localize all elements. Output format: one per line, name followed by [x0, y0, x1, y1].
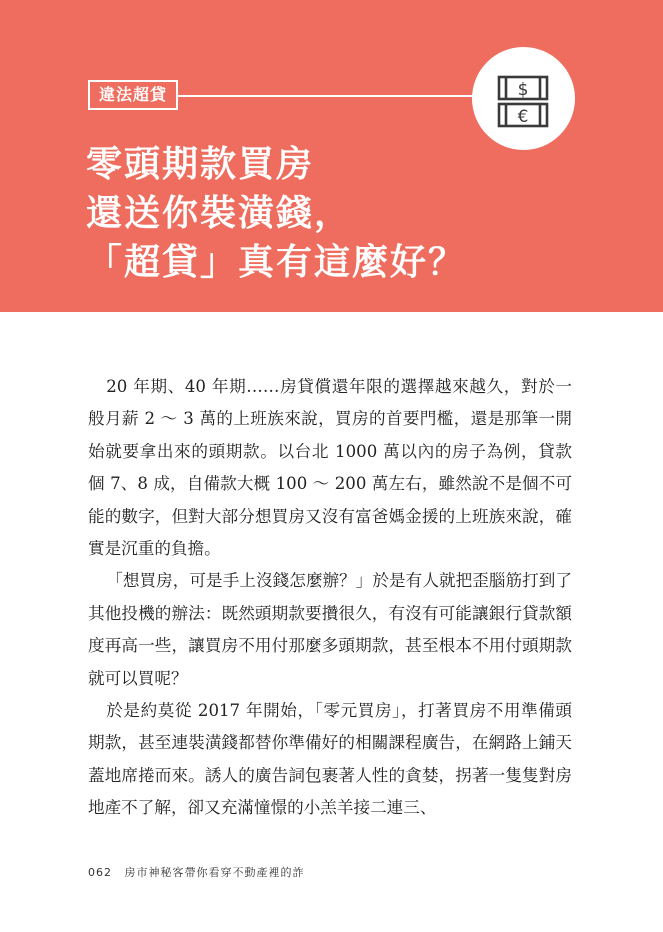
- page-number: 062: [88, 866, 112, 879]
- book-title: 房市神秘客帶你看穿不動產裡的詐: [124, 866, 305, 879]
- title-line: 「超貸」真有這麼好？: [86, 242, 467, 283]
- paragraph: 於是約莫從 2017 年開始，「零元買房」，打著買房不用準備頭期款，甚至連裝潢錢都替你準備好的相關課程廣告，在網路上鋪天蓋地席捲而來。誘人的廣告詞包裹著人性的貪婪，拐著一隻隻對房地產不了解，卻又充滿憧憬的小羔羊接二連三、: [88, 701, 572, 818]
- money-bills-icon: [472, 47, 575, 150]
- header-divider: [178, 95, 478, 97]
- title-line: 還送你裝潢錢，: [86, 193, 353, 234]
- chapter-header: [0, 0, 663, 312]
- paragraph: 「想買房，可是手上沒錢怎麼辦？」於是有人就把歪腦筋打到了其他投機的辦法：既然頭期款要攢很久，有沒有可能讓銀行貸款額度再高一些，讓買房不用付那麼多頭期款，甚至根本不用付頭期款就可以買呢？: [88, 571, 572, 688]
- title-line: 零頭期款買房: [86, 144, 315, 185]
- body-text: [88, 371, 572, 825]
- paragraph: 20 年期、40 年期……房貸償還年限的選擇越來越久，對於一般月薪 2 ～ 3 萬的上班族來說，買房的首要門檻，還是那筆一開始就要拿出來的頭期款。以台北 1000 萬以內的房子為例，貸款個 7、8 成，自備款大概 100 ～ 200 萬左右，雖然說不是個不可能的數字，但對大部分想買房又沒有富爸媽金援的上班族來說，確實是沉重的負擔。: [88, 377, 572, 559]
- page-footer: [88, 864, 313, 880]
- svg-text:€: €: [517, 107, 529, 127]
- category-badge: 違法超貸: [88, 80, 178, 110]
- svg-text:$: $: [517, 80, 529, 100]
- chapter-title: [86, 140, 466, 287]
